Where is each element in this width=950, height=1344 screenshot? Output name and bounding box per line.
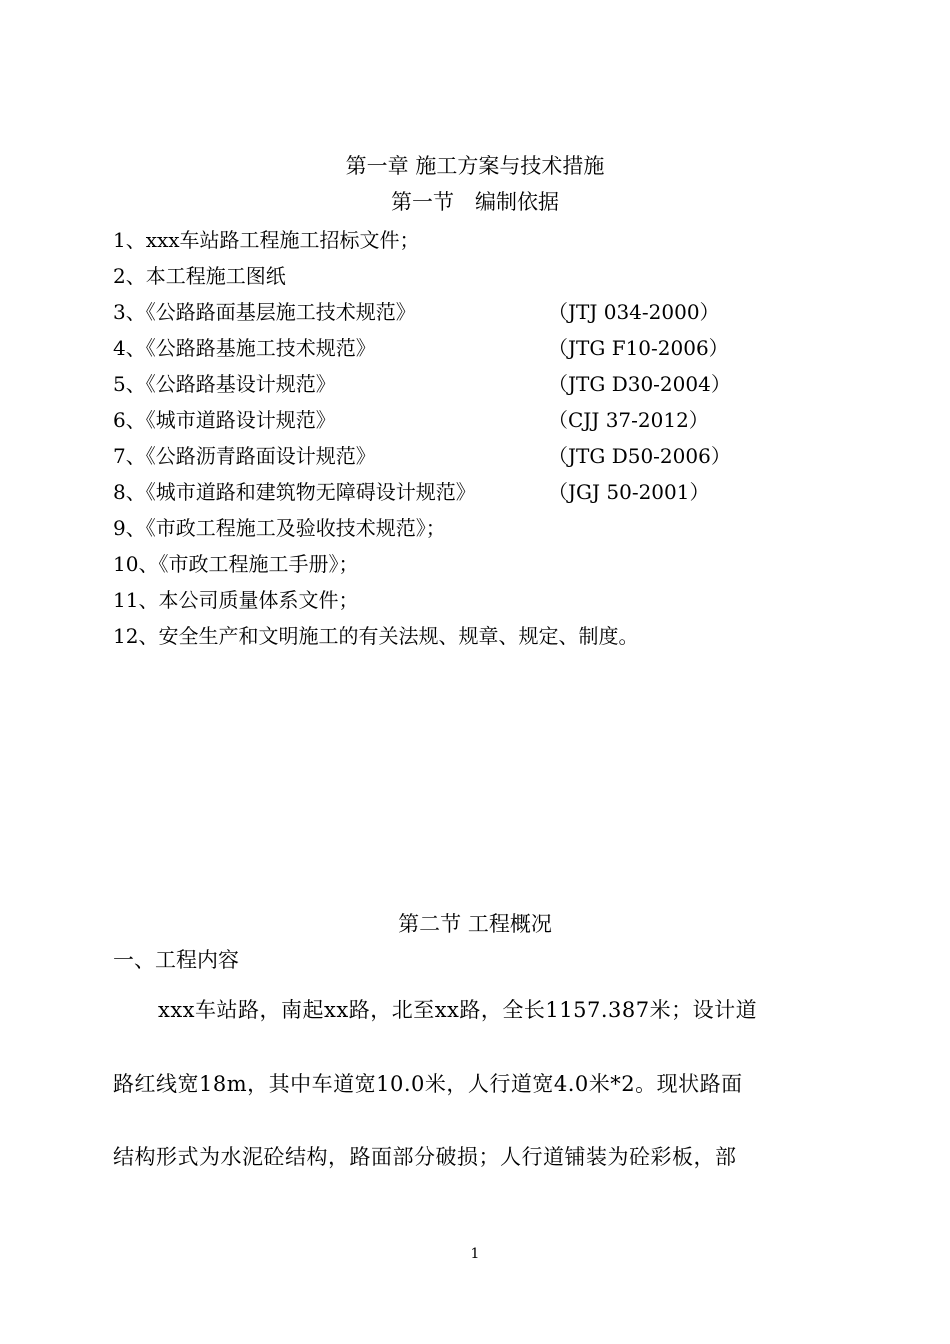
- standard-code: （JTG D50-2006）: [548, 444, 731, 468]
- standard-code: （CJJ 37-2012）: [548, 408, 709, 432]
- basis-item-4: [113, 332, 729, 361]
- basis-item-text: 12、安全生产和文明施工的有关法规、规章、规定、制度。: [113, 624, 639, 648]
- basis-item-text: 5、《公路路基设计规范》: [113, 372, 336, 396]
- basis-item-3: [113, 296, 720, 325]
- basis-item-2: [113, 260, 286, 289]
- basis-item-1: [113, 224, 420, 253]
- basis-item-8: [113, 476, 710, 505]
- basis-item-9: [113, 512, 446, 541]
- basis-item-text: 6、《城市道路设计规范》: [113, 408, 336, 432]
- standard-code: （JGJ 50-2001）: [548, 480, 710, 504]
- subsection-title-content: 一、工程内容: [113, 948, 239, 972]
- section-title-overview: 第二节 工程概况: [398, 912, 552, 936]
- paragraph-line-2: 路红线宽18m，其中车道宽10.0米，人行道宽4.0米*2。现状路面: [113, 1072, 743, 1096]
- basis-item-11: [113, 584, 358, 613]
- section-title-basis: 第一节 编制依据: [391, 190, 559, 214]
- basis-item-text: 11、本公司质量体系文件；: [113, 588, 359, 612]
- page-number: 1: [470, 1246, 480, 1262]
- basis-item-5: [113, 368, 731, 397]
- basis-item-text: 1、xxx车站路工程施工招标文件；: [113, 228, 420, 252]
- basis-item-text: 2、本工程施工图纸: [113, 264, 286, 288]
- basis-item-6: [113, 404, 709, 433]
- basis-item-text: 3、《公路路面基层施工技术规范》: [113, 300, 416, 324]
- basis-item-text: 10、《市政工程施工手册》；: [113, 552, 359, 576]
- paragraph-line-1: xxx车站路，南起xx路，北至xx路，全长1157.387米；设计道: [158, 998, 758, 1022]
- basis-item-12: [113, 620, 638, 649]
- chapter-title: 第一章 施工方案与技术措施: [345, 154, 605, 178]
- standard-code: （JTG D30-2004）: [548, 372, 731, 396]
- basis-item-text: 9、《市政工程施工及验收技术规范》；: [113, 516, 446, 540]
- basis-item-text: 4、《公路路基施工技术规范》: [113, 336, 376, 360]
- basis-item-text: 7、《公路沥青路面设计规范》: [113, 444, 376, 468]
- basis-item-text: 8、《城市道路和建筑物无障碍设计规范》: [113, 480, 476, 504]
- basis-item-7: [113, 440, 731, 469]
- basis-item-10: [113, 548, 358, 577]
- standard-code: （JTJ 034-2000）: [548, 300, 720, 324]
- paragraph-line-3: 结构形式为水泥砼结构，路面部分破损；人行道铺装为砼彩板，部: [113, 1145, 737, 1169]
- standard-code: （JTG F10-2006）: [548, 336, 729, 360]
